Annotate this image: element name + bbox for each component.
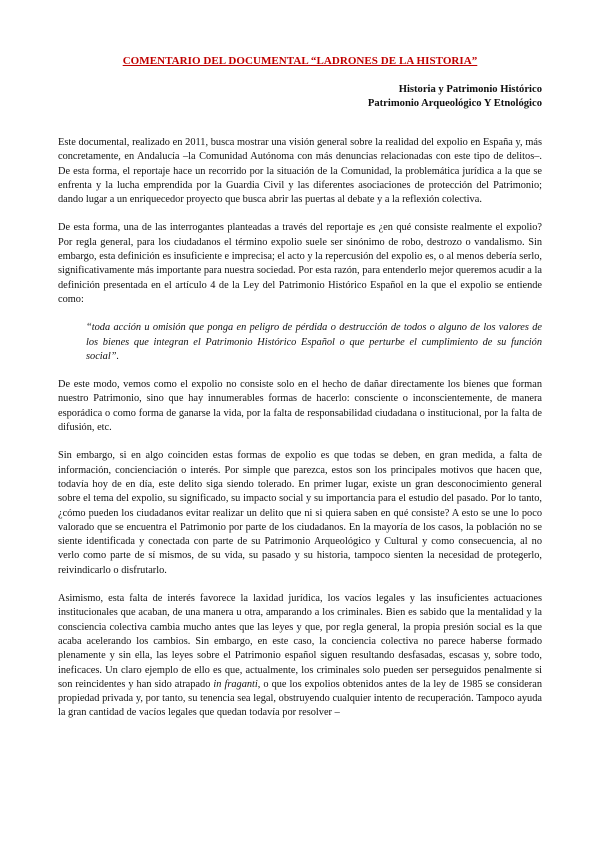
paragraph-legal-emphasis: in fraganti: [213, 678, 258, 690]
paragraph-forms: De este modo, vemos como el expolio no consiste solo en el hecho de dañar directamente los bienes que forman nuestro Patrimonio, sino que hay innumerables formas de hacerlo: consciente o inconscientemente, de manera esporádica o como forma de ganarse la vida, por la falta de responsabilidad ciudadana o institucional, por la falta de difusión, etc.: [58, 379, 542, 434]
paragraph-definition: De esta forma, una de las interrogantes planteadas a través del reportaje es ¿en qué consiste realmente el expolio? Por regla general, para los ciudadanos el término expolio suele ser sinónimo de robo, destrozo o vandalismo. Sin embargo, esta definición es insuficiente e imprecisa; el acto y la repercusión del expolio es, o al menos debería serlo, significativamente más importante para nuestra sociedad. Por esta razón, para entenderlo mejor queremos acudir a la definición presentada en el artículo 4 de la Ley del Patrimonio Histórico Español en la que el expolio se entiende como:: [58, 222, 542, 305]
legal-quote: “toda acción u omisión que ponga en peligro de pérdida o destrucción de todos o alguno de los valores de los bienes que integran el Patrimonio Histórico Español o que perturbe el cumplimiento de su función social”.: [86, 322, 542, 362]
paragraph-intro: Este documental, realizado en 2011, busca mostrar una visión general sobre la realidad del expolio en España y, más concretamente, en Andalucía –la Comunidad Autónoma con más denuncias relacionadas con este tipo de delitos–. De esta forma, el reportaje hace un recorrido por la situación de la Comunidad, la problemática jurídica a la que se enfrenta y la lucha emprendida por la Guardia Civil y las diferentes asociaciones de protección del Patrimonio; dando lugar a un enriquecedor proyecto que busca abrir las puertas al debate y a la reflexión colectiva.: [58, 137, 542, 206]
subtitle-course: Patrimonio Arqueológico Y Etnológico: [367, 98, 542, 109]
document-page: [58, 0, 542, 848]
document-body: [58, 136, 542, 735]
paragraph-legal: [58, 592, 542, 721]
paragraph-causes: Sin embargo, si en algo coinciden estas formas de expolio es que todas se deben, en gran medida, a falta de información, concienciación o interés. Por simple que parezca, estos son los principales motivos que hacen que, todavía hoy de en día, este delito siga siendo tolerado. En primer lugar, existe un gran desconocimiento general sobre el tema del expolio, su significado, su impacto social y su importancia para el estudio del pasado. Por lo tanto, ¿cómo pueden los ciudadanos evitar realizar un delito que ni si quiera saben en qué consiste? A esto se une lo poco valorado que se encuentra el Patrimonio por parte de los ciudadanos. En la mayoría de los casos, la población no se siente identificada y conectada con parte de su Patrimonio Arqueológico y Cultural y como consecuencia, al no verlo como parte de sí mismos, de su vida, su pasado y su historia, tampoco sienten la necesidad de protegerlo, reivindicarlo o disfrutarlo.: [58, 450, 542, 576]
document-title: COMENTARIO DEL DOCUMENTAL “LADRONES DE LA HISTORIA”: [122, 55, 478, 67]
subtitle-subject: Historia y Patrimonio Histórico: [398, 84, 542, 95]
paragraph-legal-start: Asimismo, esta falta de interés favorece la laxidad jurídica, los vacíos legales y las insuficientes actuaciones institucionales que acaban, de una manera u otra, amparando a los criminales. Bien es sabido que la mentalidad y la consciencia colectiva cambia mucho antes que las leyes y que, por regla general, la propia presión social es la que acaba acelerando los cambios. Sin embargo, en este caso, la conciencia colectiva no parece haberse formado plenamente y sin ella, las leyes sobre el Patrimonio español siguen resultando desfasadas, escasas y, sobre todo, ineficaces. Un claro ejemplo de ello es que, actualmente, los criminales solo pueden ser perseguidos penalmente si son reincidentes y han sido atrapado: [58, 593, 542, 690]
paragraph-legal-end: , o que los expolios obtenidos antes de la ley de 1985 se consideran propiedad privada y, por tanto, su tenencia sea legal, obstruyendo cualquier intento de recuperación. Tampoco ayuda la gran cantidad de vacíos legales que quedan todavía por resolver –: [58, 678, 542, 719]
